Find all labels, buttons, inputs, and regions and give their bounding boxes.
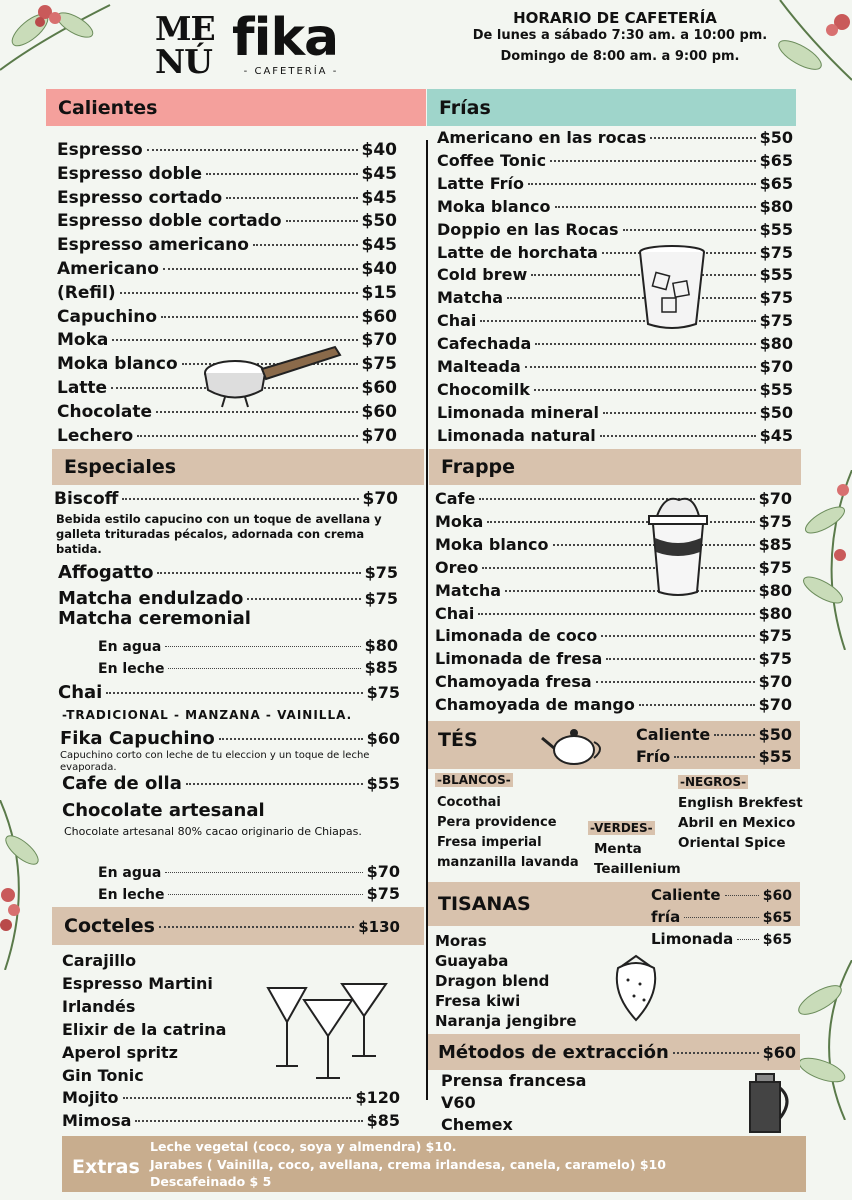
tes-negro-item: Abril en Mexico: [678, 815, 796, 831]
frappe-item-name: Chamoyada fresa: [435, 672, 592, 692]
affogatto-name: Affogatto: [58, 562, 154, 583]
calientes-item-name: Moka blanco: [57, 354, 178, 375]
frias-item-price: $80: [759, 196, 793, 216]
frias-item-price: $75: [759, 242, 793, 262]
frias-row: [437, 197, 793, 216]
tes-negro-item: English Brekfest: [678, 795, 803, 811]
logo-cafeteria-subtitle: - CAFETERÍA -: [243, 66, 339, 77]
calientes-row: [57, 283, 397, 303]
mojito-price: $120: [355, 1088, 400, 1107]
section-calientes-header: Calientes: [46, 89, 426, 126]
calientes-item-price: $70: [361, 330, 397, 351]
frias-item-name: Chai: [437, 311, 477, 331]
frappe-illustration: [645, 494, 711, 598]
calientes-item-name: Espresso doble cortado: [57, 211, 282, 232]
schedule-title: HORARIO DE CAFETERÍA: [513, 9, 717, 27]
frias-item-price: $65: [759, 173, 793, 193]
frias-item-name: Latte de horchata: [437, 242, 598, 262]
cocteles-price-row: [64, 915, 400, 937]
calientes-item-name: Espresso americano: [57, 235, 249, 256]
especial-affogatto: [58, 562, 398, 583]
coctel-item: Aperol spritz: [62, 1043, 178, 1062]
frappe-row: [435, 695, 792, 714]
schedule-sunday: Domingo de 8:00 am. a 9:00 pm.: [500, 49, 740, 64]
calientes-item-price: $75: [361, 354, 397, 375]
cafe-olla-name: Cafe de olla: [62, 773, 182, 794]
tes-blanco-item: Cocothai: [437, 795, 501, 810]
mc-leche-price: $85: [364, 658, 398, 677]
section-especiales-header: Especiales: [52, 449, 424, 485]
frappe-item-name: Chai: [435, 603, 475, 623]
tisana-item: Guayaba: [435, 952, 509, 970]
fika-capuchino-price: $60: [366, 729, 400, 748]
frias-row: [437, 426, 793, 445]
calientes-item-name: Moka: [57, 330, 109, 351]
frias-item-price: $70: [759, 357, 793, 376]
iced-drink-illustration: [636, 244, 708, 330]
tes-blanco-item: Fresa imperial: [437, 835, 542, 850]
frappe-row: [435, 604, 792, 623]
tes-caliente: [636, 725, 792, 744]
column-divider: [426, 140, 428, 1100]
frappe-item-price: $85: [758, 534, 792, 554]
frappe-item-price: $80: [758, 580, 792, 600]
frias-item-name: Cold brew: [437, 265, 528, 285]
calientes-item-name: Espresso doble: [57, 163, 203, 184]
tisanas-limonada: [651, 930, 792, 948]
coctel-item: Gin Tonic: [62, 1066, 144, 1085]
frias-item-price: $50: [759, 402, 793, 422]
tisanas-limonada-name: Limonada: [651, 930, 734, 948]
calientes-row: [57, 164, 397, 184]
mimosa-price: $85: [366, 1111, 400, 1130]
coffee-branch-right-mid-decoration: [795, 470, 852, 650]
frias-row: [437, 380, 793, 399]
frias-item-price: $45: [759, 425, 793, 445]
frappe-row: [435, 512, 792, 531]
frias-item-name: Moka blanco: [437, 196, 551, 216]
metodos-title: Métodos de extracción: [438, 1041, 669, 1063]
chocolate-artesanal-leche: [98, 884, 400, 903]
cocteles-price: $130: [358, 918, 400, 936]
french-press-illustration: [742, 1072, 794, 1136]
frias-item-name: Chocomilk: [437, 379, 530, 399]
affogatto-price: $75: [364, 563, 398, 582]
frappe-row: [435, 649, 792, 668]
tisanas-caliente-name: Caliente: [651, 886, 721, 904]
frappe-item-name: Cafe: [435, 489, 476, 508]
matcha-ceremonial-leche: [98, 658, 398, 677]
coctel-item: Elixir de la catrina: [62, 1020, 227, 1039]
frappe-item-price: $70: [758, 489, 792, 508]
chocolate-artesanal-name: Chocolate artesanal: [62, 800, 265, 821]
calientes-item-name: Espresso: [57, 140, 143, 160]
metodo-item: Chemex: [441, 1115, 513, 1134]
tisana-item: Naranja jengibre: [435, 1012, 577, 1030]
frias-row: [437, 334, 793, 353]
frappe-row: [435, 489, 792, 508]
calientes-row: [57, 211, 397, 231]
frias-item-name: Matcha: [437, 288, 504, 308]
calientes-item-price: $40: [361, 259, 397, 279]
frias-item-name: Malteada: [437, 357, 521, 376]
matcha-ceremonial-name: Matcha ceremonial: [58, 608, 251, 629]
calientes-row: [57, 235, 397, 255]
frappe-item-price: $75: [758, 557, 792, 577]
frias-item-name: Doppio en las Rocas: [437, 219, 619, 239]
tes-blanco-item: Pera providence: [437, 815, 557, 830]
cocteles-title: Cocteles: [64, 915, 155, 937]
matcha-endulzado-price: $75: [364, 589, 398, 608]
calientes-item-price: $60: [361, 401, 397, 422]
tes-frio-name: Frío: [636, 747, 671, 766]
frappe-item-price: $80: [758, 603, 792, 623]
chai-price: $75: [366, 683, 400, 702]
tes-caliente-price: $50: [758, 725, 792, 744]
frias-item-price: $55: [759, 219, 793, 239]
frias-item-price: $65: [759, 150, 793, 170]
calientes-row: [57, 307, 397, 327]
extras-line: Descafeinado $ 5: [150, 1174, 272, 1189]
tisanas-fria-name: fría: [651, 908, 681, 926]
metodos-price: $60: [762, 1042, 796, 1062]
tes-negros-label: -NEGROS-: [680, 775, 747, 789]
frappe-item-price: $75: [758, 626, 792, 646]
especial-cafe-olla: [62, 773, 400, 794]
coffee-branch-top-right-decoration: [760, 0, 852, 90]
chai-flavors: -TRADICIONAL - MANZANA - VAINILLA.: [62, 708, 353, 722]
schedule-weekday: De lunes a sábado 7:30 am. a 10:00 pm.: [472, 28, 768, 43]
chocolate-artesanal-agua: [98, 862, 400, 881]
mc-leche-name: En leche: [98, 661, 165, 677]
coctel-mojito: [62, 1088, 400, 1107]
mc-agua-price: $80: [364, 636, 398, 655]
fika-capuchino-name: Fika Capuchino: [60, 728, 215, 749]
calientes-item-price: $15: [361, 282, 397, 303]
tes-blancos-label: -BLANCOS-: [437, 773, 511, 787]
calientes-item-price: $45: [361, 235, 397, 256]
especial-fika-capuchino: [60, 728, 400, 749]
tisanas-fria-price: $65: [762, 910, 792, 926]
calientes-row: [57, 188, 397, 208]
frappe-item-name: Moka blanco: [435, 534, 549, 554]
tes-frio-price: $55: [758, 747, 792, 766]
calientes-row: [57, 259, 397, 279]
matcha-ceremonial-agua: [98, 636, 398, 655]
frias-item-name: Coffee Tonic: [437, 150, 547, 170]
extras-banner: [62, 1136, 806, 1192]
mimosa-name: Mimosa: [62, 1111, 132, 1130]
chai-name: Chai: [58, 682, 103, 703]
fika-capuchino-description: Capuchino corto con leche de tu eleccion y un toque de leche evaporada.: [60, 750, 370, 773]
calientes-item-price: $40: [361, 140, 397, 160]
frias-row: [437, 403, 793, 422]
tisanas-limonada-price: $65: [762, 932, 792, 948]
section-metodos-header: [426, 1034, 800, 1070]
extras-title: Extras: [72, 1156, 140, 1178]
frias-item-price: $55: [759, 379, 793, 399]
frias-row: [437, 151, 793, 170]
cocktail-glasses-illustration: [266, 970, 394, 1084]
calientes-item-price: $60: [361, 378, 397, 398]
section-frias-header: Frías: [427, 89, 796, 126]
frias-item-name: Americano en las rocas: [437, 128, 647, 147]
coctel-mimosa: [62, 1111, 400, 1130]
biscoff-name: Biscoff: [54, 489, 119, 509]
frias-item-price: $75: [759, 288, 793, 308]
calientes-item-price: $45: [361, 163, 397, 184]
metodo-item: Prensa francesa: [441, 1071, 587, 1090]
logo-menu-text: ME NÚ: [155, 9, 215, 81]
frappe-row: [435, 672, 792, 691]
extras-line: Leche vegetal (coco, soya y almendra) $10.: [150, 1139, 457, 1154]
extras-line: Jarabes ( Vainilla, coco, avellana, crema irlandesa, canela, caramelo) $10: [150, 1157, 666, 1172]
calientes-item-name: Americano: [57, 259, 159, 279]
tes-verde-item: Menta: [594, 841, 642, 857]
especial-matcha-endulzado: [58, 588, 398, 609]
calientes-item-price: $60: [361, 306, 397, 327]
portafilter-illustration: [200, 335, 345, 410]
frappe-row: [435, 535, 792, 554]
frias-row: [437, 220, 793, 239]
calientes-item-price: $70: [361, 425, 397, 446]
frias-item-price: $75: [759, 311, 793, 331]
mojito-name: Mojito: [62, 1088, 119, 1107]
calientes-item-name: Latte: [57, 378, 108, 398]
coctel-item: Espresso Martini: [62, 974, 213, 993]
frias-row: [437, 174, 793, 193]
frias-item-name: Cafechada: [437, 334, 532, 354]
tes-negro-item: Oriental Spice: [678, 835, 786, 851]
frias-item-price: $50: [759, 128, 793, 147]
frias-item-price: $55: [759, 265, 793, 285]
tisanas-fria: [651, 908, 792, 926]
tes-verdes-label: -VERDES-: [590, 821, 653, 835]
ca-agua-price: $70: [366, 862, 400, 881]
tes-title: TÉS: [438, 729, 478, 751]
calientes-item-name: (Refil): [57, 282, 116, 303]
tes-blanco-item: manzanilla lavanda: [437, 855, 579, 870]
logo-fika-text: fika: [232, 8, 339, 68]
frappe-item-price: $70: [758, 695, 792, 715]
tes-frio: [636, 747, 792, 766]
chocolate-artesanal-description: Chocolate artesanal 80% cacao originario de Chiapas.: [64, 825, 362, 838]
tisana-item: Dragon blend: [435, 972, 550, 990]
calientes-item-price: $50: [361, 211, 397, 232]
calientes-item-name: Capuchino: [57, 306, 158, 327]
frias-item-name: Limonada mineral: [437, 402, 599, 422]
coffee-branch-left-decoration: [0, 800, 50, 970]
frias-row: [437, 128, 793, 147]
frappe-item-price: $70: [758, 672, 792, 692]
frappe-row: [435, 558, 792, 577]
calientes-row: [57, 140, 397, 160]
calientes-row: [57, 426, 397, 446]
calientes-item-price: $45: [361, 187, 397, 208]
tisanas-caliente-price: $60: [762, 888, 792, 904]
mc-agua-name: En agua: [98, 639, 162, 655]
tisanas-title: TISANAS: [438, 893, 531, 915]
frias-row: [437, 288, 793, 307]
especial-biscoff: [54, 489, 398, 509]
frias-row: [437, 311, 793, 330]
ca-leche-price: $75: [366, 884, 400, 903]
strawberry-illustration: [608, 954, 664, 1024]
calientes-item-name: Lechero: [57, 425, 134, 446]
tes-verde-item: Teaillenium: [594, 861, 681, 877]
metodos-price-row: [438, 1042, 796, 1063]
tisana-item: Fresa kiwi: [435, 992, 521, 1010]
tisana-item: Moras: [435, 932, 487, 950]
metodo-item: V60: [441, 1093, 476, 1112]
tes-caliente-name: Caliente: [636, 725, 711, 744]
frias-item-name: Limonada natural: [437, 425, 596, 445]
frias-item-price: $80: [759, 334, 793, 354]
ca-leche-name: En leche: [98, 887, 165, 903]
ca-agua-name: En agua: [98, 865, 162, 881]
frappe-item-name: Oreo: [435, 557, 479, 577]
frias-row: [437, 265, 793, 284]
frappe-row: [435, 626, 792, 645]
biscoff-description: Bebida estilo capucino con un toque de avellana y galleta trituradas pécalos, adornada con crema batida.: [56, 512, 382, 556]
tisanas-caliente: [651, 886, 792, 904]
frappe-item-name: Limonada de coco: [435, 626, 598, 646]
section-frappe-header: Frappe: [429, 449, 801, 485]
frappe-item-name: Matcha: [435, 580, 502, 600]
coctel-item: Irlandés: [62, 997, 136, 1016]
biscoff-price: $70: [362, 489, 398, 509]
frias-item-name: Latte Frío: [437, 173, 524, 193]
frias-row: [437, 357, 793, 376]
coctel-item: Carajillo: [62, 951, 137, 970]
section-cocteles-header: [52, 907, 424, 945]
frappe-item-name: Moka: [435, 511, 484, 531]
teapot-illustration: [540, 724, 608, 768]
frias-row: [437, 243, 793, 262]
frappe-row: [435, 581, 792, 600]
calientes-item-name: Espresso cortado: [57, 187, 223, 208]
cafe-olla-price: $55: [366, 774, 400, 793]
calientes-item-name: Chocolate: [57, 401, 152, 422]
especial-chai: [58, 682, 400, 703]
frappe-item-price: $75: [758, 649, 792, 669]
frappe-item-name: Limonada de fresa: [435, 649, 603, 669]
matcha-endulzado-name: Matcha endulzado: [58, 588, 244, 609]
frappe-item-name: Chamoyada de mango: [435, 695, 635, 715]
coffee-branch-top-left-decoration: [0, 0, 120, 90]
frappe-item-price: $75: [758, 511, 792, 531]
